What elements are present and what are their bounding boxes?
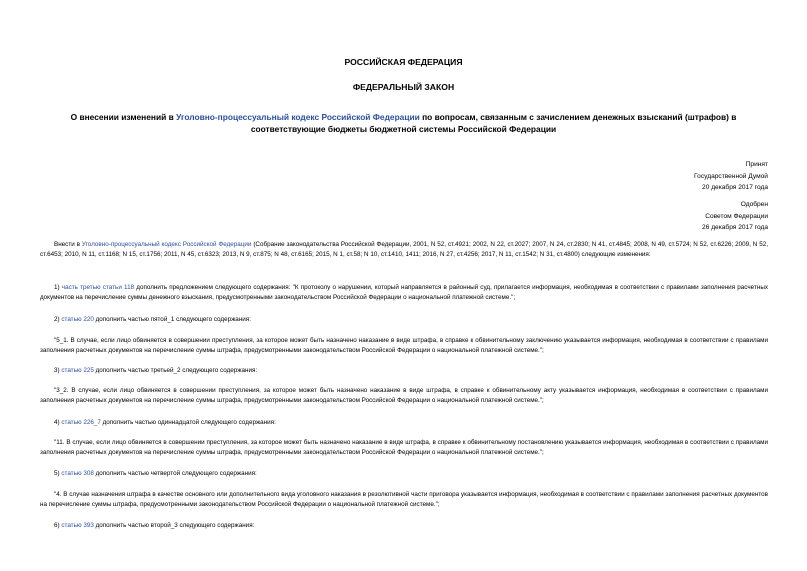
approved-block — [568, 199, 768, 234]
subject-code-link[interactable]: Уголовно-процессуальный кодекс Российской Федерации — [176, 112, 420, 122]
country-title: РОССИЙСКАЯ ФЕДЕРАЦИЯ — [344, 57, 463, 67]
accepted-block — [568, 159, 768, 194]
amendment-item-5 — [40, 469, 768, 479]
amendment-quote-4: "11. В случае, если лицо обвиняется в совершении преступления, за которое может быть назначено наказание в виде штрафа, в справке к обвинительному постановлению указывается информация, необходимая в соответствии с правилами заполнения расчетных документов на перечисление суммы штрафа, предусмотренными законодательством Российской Федерации о национальной платежной системе."; — [40, 439, 768, 456]
item-text: дополнить частью пятой_1 следующего содержания: — [93, 316, 251, 323]
item-number: 1) — [54, 284, 62, 291]
article-226-7-link[interactable]: статью 226_7 — [61, 419, 101, 426]
amendment-quote-2: "5_1. В случае, если лицо обвиняется в совершении преступления, за которое может быть назначено наказание в виде штрафа, в справке к обвинительному заключению указывается информация, необходимая в соответствии с правилами заполнения расчетных документов на перечисление суммы штрафа, предусмотренными законодательством Российской Федерации о национальной платежной системе."; — [40, 337, 768, 354]
doc-type-title: ФЕДЕРАЛЬНЫЙ ЗАКОН — [352, 82, 455, 92]
amendment-quote-3: "3_2. В случае, если лицо обвиняется в совершении преступления, за которое может быть назначено наказание в виде штрафа, в справке к обвинительному акту указывается информация, необходимая в соответствии с правилами заполнения расчетных документов на перечисление суммы штрафа, предусмотренными законодательством Российской Федерации о национальной платежной системе."; — [40, 387, 768, 404]
subject-suffix: по вопросам, связанным с зачислением денежных взысканий (штрафов) в соответствующие бюджеты бюджетной системы Российской Федерации — [250, 112, 737, 134]
accepted-label: Принят — [745, 161, 768, 168]
intro-paragraph — [40, 240, 768, 260]
item-number: 5) — [54, 470, 62, 477]
item-number: 3) — [54, 367, 62, 374]
article-308-link[interactable]: статью 308 — [61, 470, 94, 477]
accepted-body: Государственной Думой — [694, 172, 768, 180]
subject-prefix: О внесении изменений в — [70, 112, 177, 122]
amendment-item-4 — [40, 418, 768, 428]
intro-prefix: Внести в — [54, 241, 82, 248]
article-225-link[interactable]: статью 225 — [61, 367, 94, 374]
approved-body: Советом Федерации — [705, 212, 768, 220]
item-number: 2) — [54, 316, 62, 323]
item-text: дополнить предложением следующего содержания: "К протоколу о нарушении, который направляется в районный суд, прилагается информация, необходимая в соответствии с правилами заполнения расчетных документов на перечисление суммы денежного взыскания, предусмотренными законодательством Российской Федерации о национальной платежной системе."; — [40, 284, 768, 301]
item-text: дополнить частью второй_3 следующего содержания: — [93, 522, 255, 529]
amendment-item-2 — [40, 315, 768, 325]
article-393-link[interactable]: статью 393 — [61, 522, 94, 529]
amendment-quote-5: "4. В случае назначения штрафа в качестве основного или дополнительного вида уголовного наказания в резолютивной части приговора указывается информация, необходимая в соответствии с правилами заполнения расчетных документов на перечисление суммы штрафа, предусмотренными законодательством Российской Федерации о национальной платежной системе."; — [40, 491, 768, 508]
item-text: дополнить частью четвертой следующего содержания: — [93, 470, 257, 477]
intro-suffix: (Собрание законодательства Российской Федерации, 2001, N 52, ст.4921; 2002, N 22, ст.2027; 2007, N 24, ст.2830; N 41, ст.4845; 2008, N 49, ст.5724; N 52, ст.6226; 2009, N 52, ст.6453; 2010, N 11, ст.1168; N 15, ст.1756; 2011, N 45, ст.6323; 2013, N 9, ст.875; N 48, ст.6165; 2015, N 1, ст.58; N 10, ст.1410, 1411; 2016, N 27, ст.4256; 2017, N 11, ст.1542; N 31, ст.4800) следующие изменения: — [40, 241, 768, 258]
item-text: дополнить частью одиннадцатой следующего содержания: — [100, 419, 276, 426]
law-subject — [40, 111, 767, 135]
amendment-item-3 — [40, 366, 768, 376]
item-number: 6) — [54, 522, 62, 529]
item-text: дополнить частью третьей_2 следующего содержания: — [93, 367, 258, 374]
item-number: 4) — [54, 419, 62, 426]
approved-label: Одобрен — [740, 201, 768, 208]
amendment-item-1 — [40, 283, 768, 303]
intro-code-link[interactable]: Уголовно-процессуальный кодекс Российской Федерации — [81, 241, 252, 248]
article-220-link[interactable]: статью 220 — [61, 316, 94, 323]
approved-date: 26 декабря 2017 года — [702, 224, 768, 231]
article-118-link[interactable]: часть третью статьи 118 — [61, 284, 135, 291]
amendment-item-6 — [40, 521, 768, 531]
accepted-date: 20 декабря 2017 года — [702, 184, 768, 191]
